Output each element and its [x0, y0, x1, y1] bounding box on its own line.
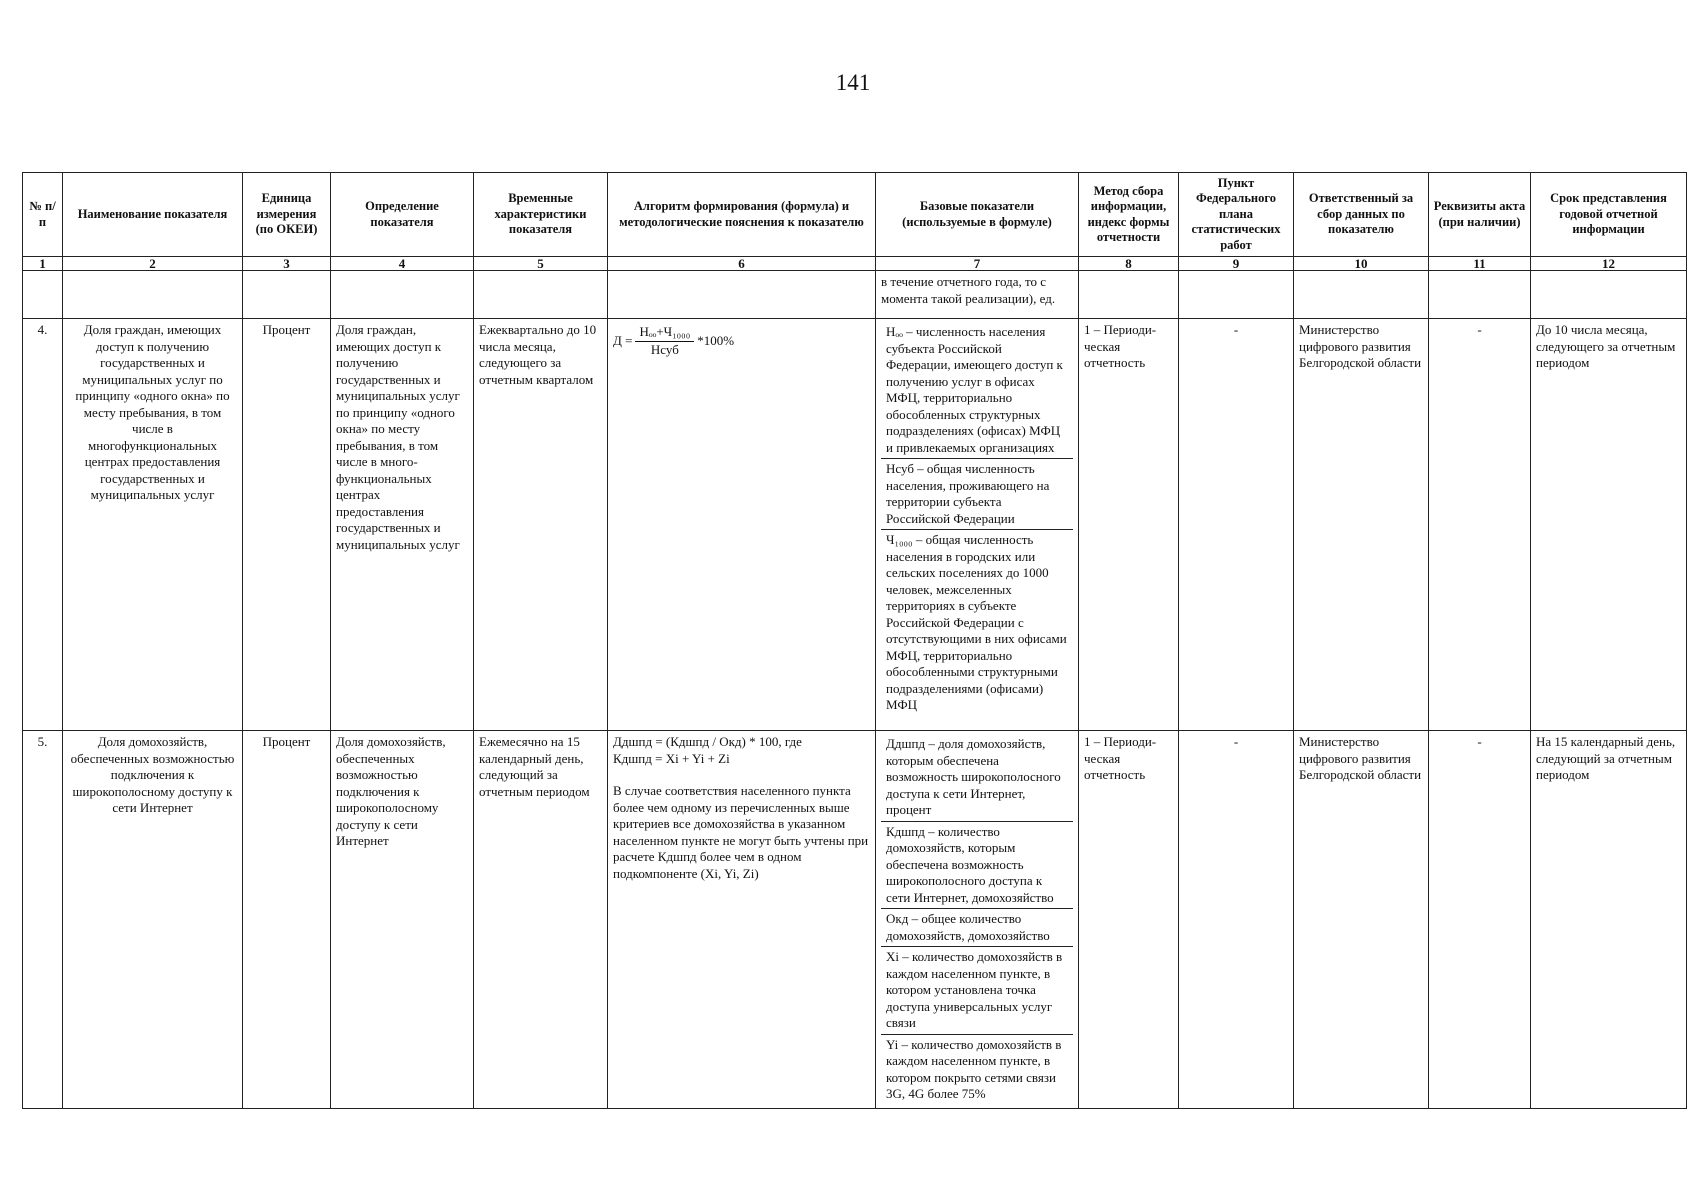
row4-definition: Доля граждан, имеющих доступ к получению государственных и муниципальных услуг по принципу «одного окна» по месту пребывания, в том числе в много-функциональных центрах предоставления государственных и муниципальных услуг — [331, 319, 474, 731]
col-number: 3 — [243, 257, 331, 271]
formula-lhs: Д = — [613, 332, 633, 348]
header-row — [23, 173, 1687, 257]
row5-unit: Процент — [243, 731, 331, 1109]
header-definition: Определение показателя — [331, 173, 474, 257]
row5-timing: Ежемесячно на 15 календарный день, следующий за отчетным периодом — [474, 731, 608, 1109]
row5-algorithm — [608, 731, 876, 1109]
row5-base-item: Кдшпд – количество домохозяйств, которым обеспечена возможность широкополосного доступа к сети Интернет, домохозяйство — [881, 822, 1073, 910]
row4-base-item: Нₒₒ – численность населения субъекта Российской Федерации, имеющего доступ к получению услуг в офисах МФЦ, территориально обособленных структурных подразделениях (офисах) МФЦ и привлекаемых организациях — [881, 322, 1073, 459]
row5-base-item: Окд – общее количество домохозяйств, домохозяйство — [881, 909, 1073, 947]
row5-base-item: Ддшпд – доля домохозяйств, которым обеспечена возможность широкополосного доступа к сети Интернет, процент — [881, 734, 1073, 822]
col-number: 7 — [876, 257, 1079, 271]
column-number-row — [23, 257, 1687, 271]
row5-algorithm-line: Кдшпд = Xi + Yi + Zi — [613, 750, 730, 766]
row5-base-item: Xi – количество домохозяйств в каждом населенном пункте, в котором установлена точка доступа универсальных услуг связи — [881, 947, 1073, 1035]
continuation-row — [23, 271, 1687, 319]
header-act: Реквизиты акта (при наличии) — [1429, 173, 1531, 257]
formula-denominator: Нсуб — [650, 341, 679, 357]
col-number: 9 — [1179, 257, 1294, 271]
row5-responsible: Министерство цифрового развития Белгородской области — [1294, 731, 1429, 1109]
col-number: 12 — [1531, 257, 1687, 271]
row4-base — [876, 319, 1079, 731]
col-number: 4 — [331, 257, 474, 271]
row4-act: - — [1429, 319, 1531, 731]
col-number: 10 — [1294, 257, 1429, 271]
row5-base — [876, 731, 1079, 1109]
row4-num: 4. — [23, 319, 63, 731]
formula-numerator: Нₒₒ+Ч₁₀₀₀ — [635, 324, 694, 342]
row5-definition: Доля домохозяйств, обеспеченных возможностью подключения к широкополосному доступу к сети Интернет — [331, 731, 474, 1109]
row5-act: - — [1429, 731, 1531, 1109]
row4-name: Доля граждан, имеющих доступ к получению государственных и муниципальных услуг по принципу «одного окна» по месту пребывания, в том числе в многофункциональных центрах предоставления государственных и муниципальных услуг — [63, 319, 243, 731]
col-number: 1 — [23, 257, 63, 271]
row4-plan: - — [1179, 319, 1294, 731]
continuation-text: в течение отчетного года, то с момента такой реализации), ед. — [876, 271, 1079, 319]
header-name: Наименование показателя — [63, 173, 243, 257]
indicators-table — [22, 172, 1687, 1109]
page-number: 141 — [835, 70, 871, 95]
header-algorithm: Алгоритм формирования (формула) и методологические пояснения к показателю — [608, 173, 876, 257]
row4-base-item: Ч₁₀₀₀ – общая численность населения в городских или сельских поселениях до 1000 человек, межселенных территориях в субъекте Российской Федерации с отсутствующими в них офисами МФЦ, территориально обособленными структурными подразделениями (офисами) МФЦ — [886, 532, 1067, 712]
row5-deadline: На 15 календарный день, следующий за отчетным периодом — [1531, 731, 1687, 1109]
row4-algorithm — [608, 319, 876, 731]
header-responsible: Ответственный за сбор данных по показателю — [1294, 173, 1429, 257]
header-plan: Пункт Федерального плана статистических работ — [1179, 173, 1294, 257]
col-number: 11 — [1429, 257, 1531, 271]
row4-responsible: Министерство цифрового развития Белгородской области — [1294, 319, 1429, 731]
table-row — [23, 731, 1687, 1109]
row5-base-item: Yi – количество домохозяйств в каждом населенном пункте, в котором покрыто сетями связи 3G, 4G более 75% — [886, 1036, 1062, 1101]
row4-formula — [613, 324, 870, 358]
row5-algorithm-line: Ддшпд = (Кдшпд / Окд) * 100, где — [613, 734, 802, 749]
row4-method: 1 – Периоди-ческая отчетность — [1079, 319, 1179, 731]
formula-fraction — [635, 324, 694, 358]
row5-num: 5. — [23, 731, 63, 1109]
col-number: 8 — [1079, 257, 1179, 271]
col-number: 6 — [608, 257, 876, 271]
col-number: 2 — [63, 257, 243, 271]
row5-name: Доля домохозяйств, обеспеченных возможностью подключения к широкополосному доступу к сети Интернет — [63, 731, 243, 1109]
header-unit: Единица измерения (по ОКЕИ) — [243, 173, 331, 257]
header-base: Базовые показатели (используемые в формуле) — [876, 173, 1079, 257]
col-number: 5 — [474, 257, 608, 271]
header-deadline: Срок представления годовой отчетной информации — [1531, 173, 1687, 257]
header-timing: Временные характеристики показателя — [474, 173, 608, 257]
row5-method: 1 – Периоди-ческая отчетность — [1079, 731, 1179, 1109]
row4-base-item: Нсуб – общая численность населения, проживающего на территории субъекта Российской Федерации — [881, 459, 1073, 530]
header-num: № п/п — [23, 173, 63, 257]
row4-timing: Ежеквартально до 10 числа месяца, следующего за отчетным кварталом — [474, 319, 608, 731]
formula-tail: *100% — [697, 332, 735, 348]
row5-plan: - — [1179, 731, 1294, 1109]
table-row — [23, 319, 1687, 731]
row5-algorithm-note: В случае соответствия населенного пункта более чем одному из перечисленных выше критериев все домохозяйства в указанном населенном пункте не могут быть учтены при расчете Кдшпд более чем в одном подкомпоненте (Xi, Yi, Zi) — [613, 783, 869, 881]
row4-deadline: До 10 числа месяца, следующего за отчетным периодом — [1531, 319, 1687, 731]
header-method: Метод сбора информации, индекс формы отчетности — [1079, 173, 1179, 257]
row4-unit: Процент — [243, 319, 331, 731]
